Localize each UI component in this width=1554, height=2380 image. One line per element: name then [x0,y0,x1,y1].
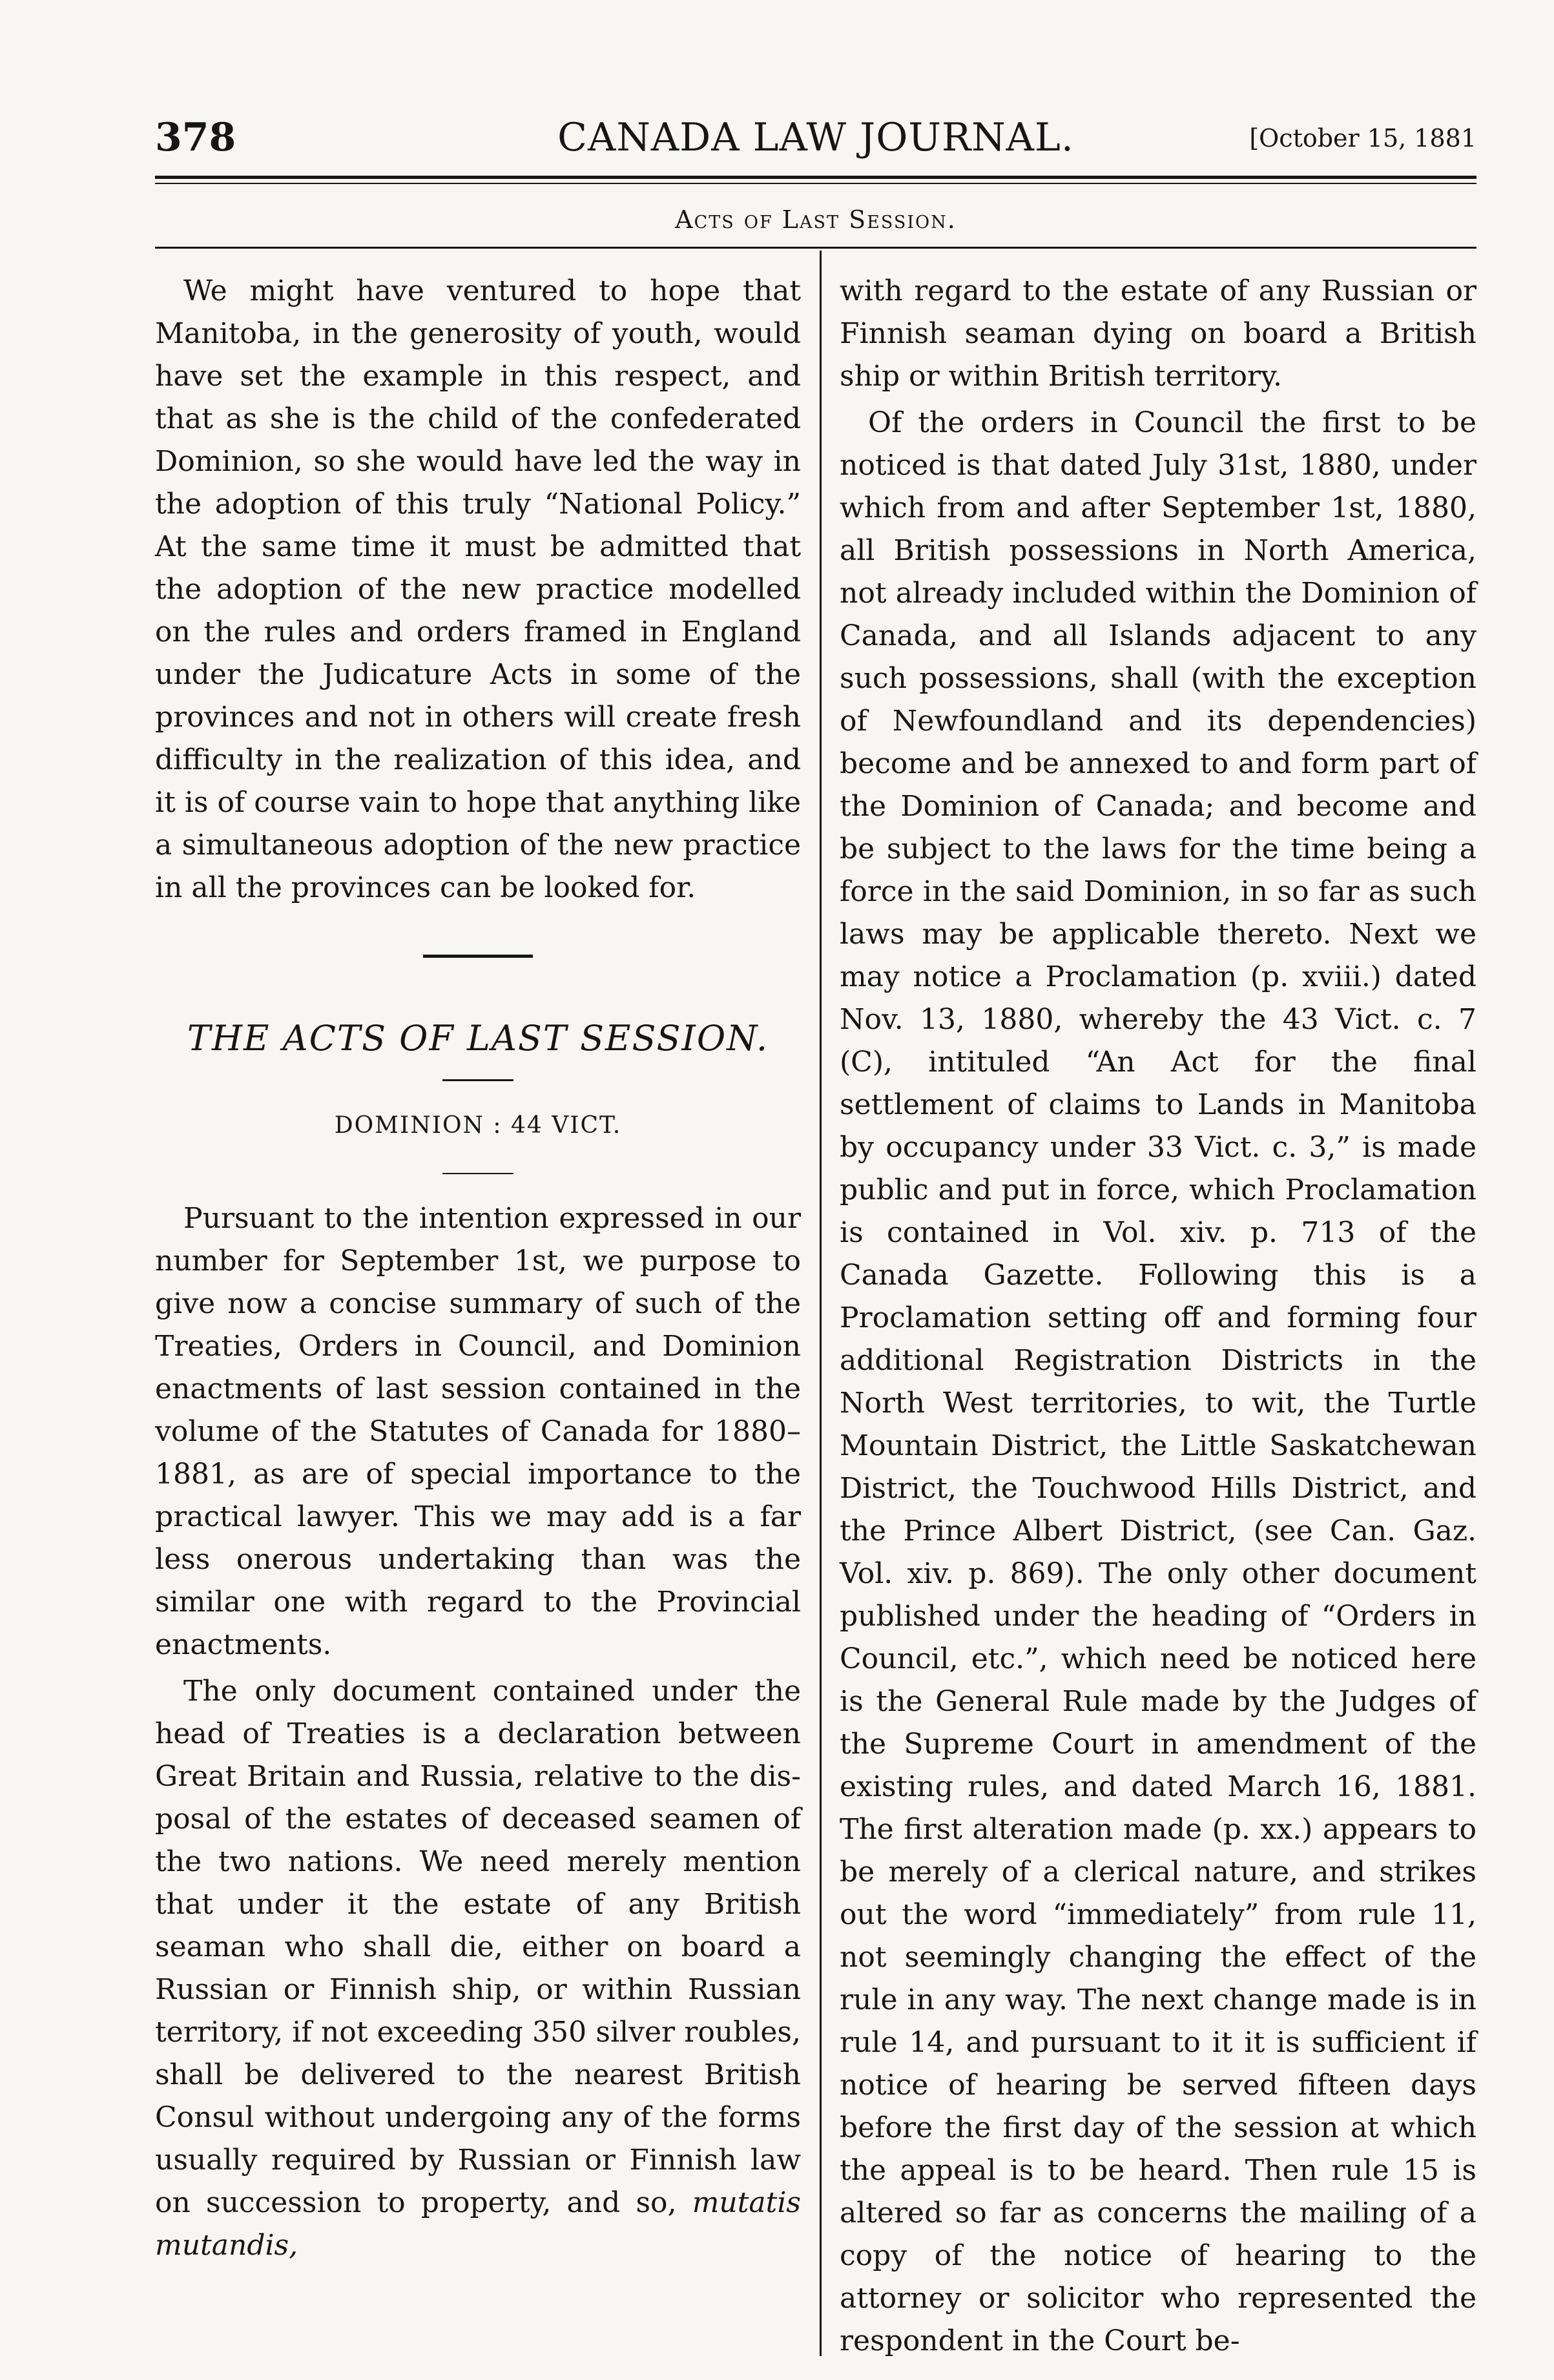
page-number: 378 [155,115,236,160]
right-paragraph-2: Of the orders in Council the first to be noticed is that dated July 31st, 1880, under which from and after September 1st, 1880, all British possessions in North America, not already included within the Dominion of Canada, and all Islands adjacent to any such possessions, shall (with the exception of Newfoundland and its dependencies) become and be annexed to and form part of the Dominion of Canada; and become and be subject to the laws for the time being a force in the said Dominion, in so far as such laws may be applicable thereto. Next we may notice a Proclamation (p. xviii.) dated Nov. 13, 1880, whereby the 43 Vict. c. 7 (C), intituled “An Act for the final settlement of claims to Lands in Manitoba by occupancy under 33 Vict. c. 3,” is made public and put in force, which Proclamation is contained in Vol. xiv. p. 713 of the Canada Gazette. Following this is a Proclamation setting off and forming four additional Registration Districts in the North West territories, to wit, the Turtle Mountain District, the Little Saskatchewan District, the Touchwood Hills District, and the Prince Albert District, (see Can. Gaz. Vol. xiv. p. 869). The only other document published under the heading of “Orders in Council, etc.”, which need be noticed here is the General Rule made by the Judges of the Supreme Court in amendment of the existing rules, and dated March 16, 1881. The first alteration made (p. xx.) appears to be merely of a clerical nature, and strikes out the word “immediately” from rule 11, not seemingly changing the effect of the rule in any way. The next change made is in rule 14, and pursuant to it it is sufficient if notice of hearing be served fifteen days before the first day of the session at which the appeal is to be heard. Then rule 15 is altered so far as concerns the mailing of a copy of the notice of hearing to the attorney or solicitor who represented the respondent in the Court be- [840,406,1476,2357]
left-paragraph-3-text: The only document contained under the head of Treaties is a declaration between Great Britain and Russia, relative to the disposal of the estates of deceased seamen of the two nations. We need merely mention that under it the estate of any British seaman who shall die, either on board a Russian or Finnish ship, or within Russian territory, if not exceeding 350 silver roubles, shall be delivered to the nearest British Consul without undergoing any of the forms usually required by Russian or Finnish law on succession to property, and so, [155,1675,801,2219]
latin-phrase: mutatis mutandis, [155,2186,801,2262]
header-thin-rule [155,183,1476,184]
left-paragraph-1: We might have ventured to hope that Manitoba, in the generosity of youth, would have set the example in this respect, and that as she is the child of the confederated Dominion, so she would have led the way in the adoption of this truly “National Policy.” At the same time it must be admitted that the adoption of the new practice modelled on the rules and orders framed in England under the Judicature Acts in some of the provinces and not in others will create fresh difficulty in the realization of this idea, and it is of course vain to hope that anything like a simultaneous adoption of the new practice in all the provinces can be looked for. [155,274,801,904]
left-paragraph-2: Pursuant to the intention expressed in our number for September 1st, we purpose to give now a concise summary of such of the Treaties, Orders in Council, and Dominion enactments of last session contained in the volume of the Statutes of Canada for 1880–1881, as are of special importance to the practical lawyer. This we may add is a far less onerous undertaking than was the similar one with regard to the Provincial enactments. [155,1202,801,1661]
header-thick-rule [155,176,1476,179]
article-subheading: DOMINION : 44 VICT. [334,1112,622,1139]
running-header [155,115,1476,167]
column-divider [820,251,822,2356]
left-column [155,270,801,2271]
journal-title: CANADA LAW JOURNAL. [557,115,1074,160]
section-title: Acts of Last Session. [675,205,957,234]
title-rule [442,1079,513,1081]
section-rule [155,247,1476,249]
left-paragraph-3 [155,1670,801,2267]
issue-date: [October 15, 1881 [1249,124,1476,152]
right-paragraph-1: with regard to the estate of any Russian or Finnish seaman dying on board a British ship or within British territory. [840,274,1476,393]
subheading-rule [442,1173,513,1174]
right-column [840,270,1476,2366]
article-title: THE ACTS OF LAST SESSION. [187,1018,769,1059]
separator-rule [423,955,533,958]
